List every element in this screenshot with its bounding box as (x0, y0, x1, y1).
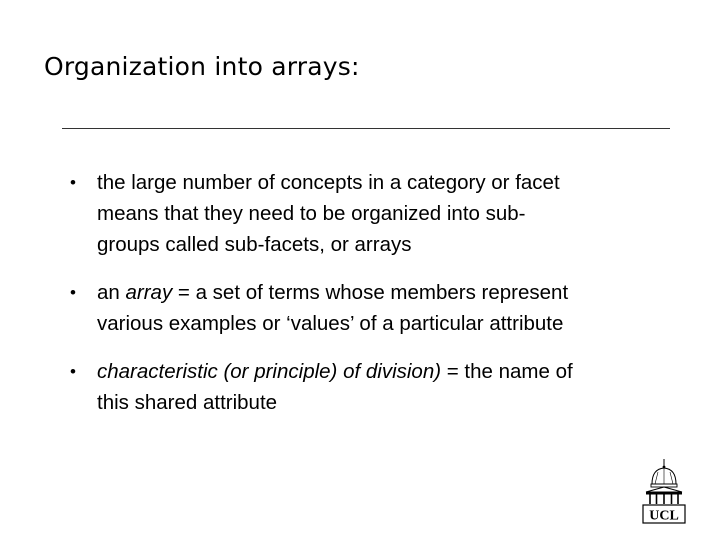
bullet-marker: • (70, 173, 76, 192)
bullet-text (97, 277, 690, 339)
logo-text: UCL (649, 508, 679, 524)
term-characteristic: characteristic (or principle) of division) (97, 360, 442, 383)
bullet-definition: = a set of terms whose members represent various examples or ‘values’ of a particular attribute (97, 281, 569, 335)
title-divider (62, 128, 670, 129)
ucl-portico-logo (639, 458, 689, 524)
term-array: array (125, 281, 173, 304)
bullet-marker: • (70, 362, 76, 381)
slide-title: Organization into arrays: (44, 52, 360, 81)
bullet-item (70, 356, 690, 418)
bullet-text (97, 356, 690, 418)
bullet-list (70, 167, 690, 435)
bullet-marker: • (70, 283, 76, 302)
bullet-item (70, 167, 690, 260)
bullet-definition: = the name of this shared attribute (97, 360, 573, 414)
bullet-item (70, 277, 690, 339)
bullet-prefix: an (97, 281, 126, 304)
bullet-text: the large number of concepts in a category or facet means that they need to be organized into sub- groups called sub-facets, or arrays (97, 171, 560, 256)
